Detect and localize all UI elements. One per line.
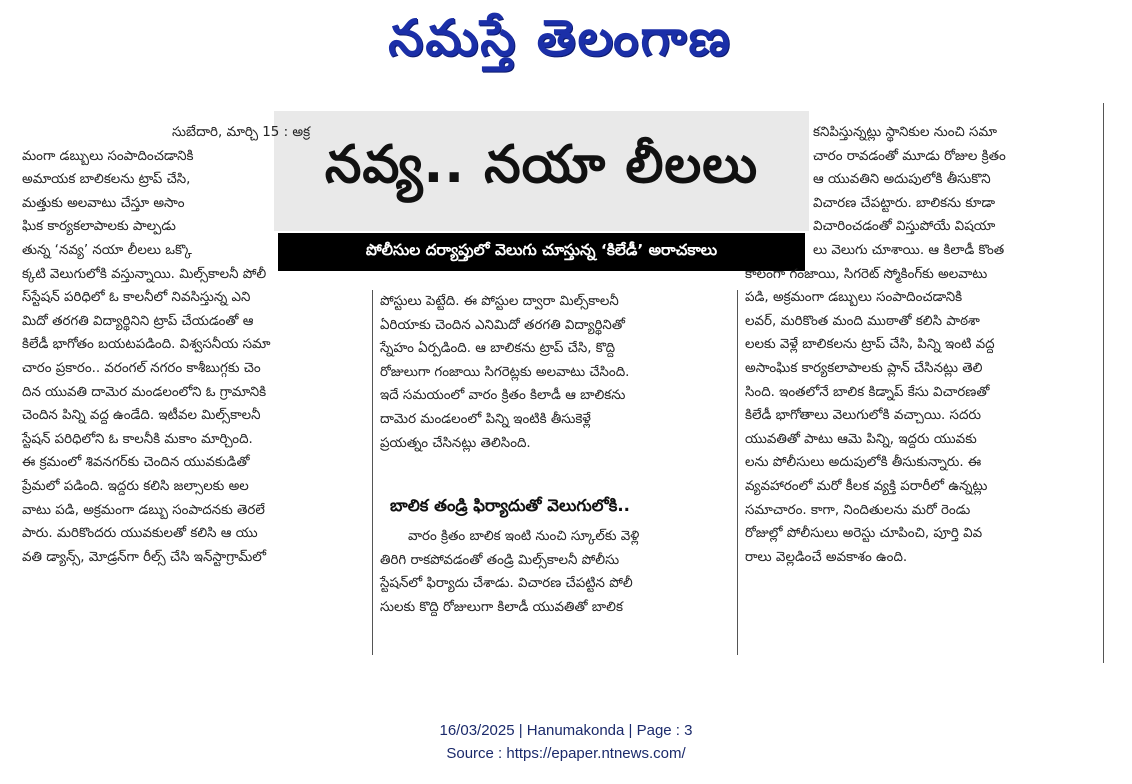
article-line: లు వెలుగు చూశాయి. ఆ కిలాడీ కొంత [813,242,1005,258]
newspaper-masthead: నమస్తే తెలంగాణ [388,9,732,67]
footer-date-edition: 16/03/2025 | Hanumakonda | Page : 3 [439,722,693,739]
page-edge-divider [1103,103,1104,663]
article-column-1 [22,121,362,569]
article-line: అసాంఘిక కార్యకలాపాలకు ప్లాన్ చేసినట్లు తెలి [745,360,983,376]
article-line: ప్రయత్నం చేసినట్లు తెలిసింది. [380,435,531,451]
article-line: లలకు వెళ్లే బాలికలను ట్రాప్ చేసి, పిన్ని ఇంటి వద్ద [745,337,995,353]
article-line: కిలేడీ భాగోతం బయటపడింది. విశ్వసనీయ సమా [22,337,271,353]
article-line: కనిపిస్తున్నట్లు స్థానికుల నుంచి సమా [813,125,997,140]
article-line: స్‌స్టేషన్ పరిధిలో ఓ కాలనీలో నివసిస్తున్న ఎని [22,290,251,306]
column-divider [372,290,373,655]
article-line: రాలు వెల్లడించే అవకాశం ఉంది. [745,549,908,565]
article-line: లను పోలీసులు అదుపులోకి తీసుకున్నారు. ఈ [745,455,982,471]
article-column-2 [380,290,720,620]
article-line: సింది. ఇంతలోనే బాలిక కిడ్నాప్ కేసు విచారణతో [745,384,990,400]
article-line: మంగా డబ్బులు సంపాదించడానికి [22,148,194,164]
article-line: దిన యువతి దామెర మండలంలోని ఓ గ్రామానికి [22,384,267,400]
article-line: వారం క్రితం బాలిక ఇంటి నుంచి స్కూల్‌కు వెళ్లి [408,529,640,545]
article-line: తున్న ‘నవ్య’ నయా లీలలు ఒక్కొ [22,242,192,258]
article-line: సులకు కొద్ది రోజులుగా కిలాడీ యువతితో బాలిక [380,599,623,615]
crosshead: బాలిక తండ్రి ఫిర్యాదుతో వెలుగులోకి.. [390,496,630,515]
article-line: స్టేషన్ పరిధిలోని ఓ కాలనీకి మకాం మార్చింది. [22,431,253,447]
article-line: పడి, అక్రమంగా డబ్బులు సంపాదించడానికి [745,290,963,306]
article-line: స్టేషన్‌లో ఫిర్యాదు చేశాడు. విచారణ చేపట్టిన పోలీ [380,576,633,592]
article-line: రోజుల్లో పోలీసులు అరెస్టు చూపించి, పూర్తి వివ [745,526,983,542]
article-line: విచారణ చేపట్టారు. బాలికను కూడా [813,195,996,211]
article-line: చారం ప్రకారం.. వరంగల్ నగరం కాశీబుగ్గకు చెం [22,360,261,376]
article-line: వతి డ్యాన్స్, మోడ్రన్‌గా రీల్స్ చేసి ఇన్‌స్టాగ్రామ్‌లో [22,549,267,565]
article-line: క్కటి వెలుగులోకి వస్తున్నాయి. మిల్స్‌కాలనీ పోలీ [22,266,267,282]
article-line: అమాయక బాలికలను ట్రాప్ చేసి, [22,172,191,188]
article-line: మత్తుకు అలవాటు చేస్తూ అసాం [22,195,185,211]
article-line: విచారించడంతో విస్తుపోయే విషయా [813,219,996,235]
article-line: చారం రావడంతో మూడు రోజుల క్రితం [813,148,1006,164]
headline: నవ్య.. నయా లీలలు [324,134,759,195]
article-line: పోస్టులు పెట్టేది. ఈ పోస్టుల ద్వారా మిల్స్‌కాలనీ [380,294,619,309]
article-line: ఆ యువతిని అదుపులోకి తీసుకొని [813,172,991,188]
article-line: సమాచారం. కాగా, నిందితులను మరో రెండు [745,502,971,518]
article-line: మిదో తరగతి విద్యార్థినిని ట్రాప్ చేయడంతో ఆ [22,313,254,329]
article-line: చెందిన పిన్ని వద్ద ఉండేది. ఇటీవల మిల్స్‌కాలనీ [22,408,261,424]
article-line: కాలంగా గంజాయి, సిగరెట్ స్మోకింగ్‌కు అలవాటు [745,266,988,282]
article-line: పారు. మరికొందరు యువకులతో కలిసి ఆ యు [22,526,258,542]
article-line: రోజులుగా గంజాయి సిగరెట్లకు అలవాటు చేసింది. [380,364,630,380]
article-line: స్నేహం ఏర్పడింది. ఆ బాలికను ట్రాప్ చేసి, కొద్ది [380,341,616,357]
article-line: ఘిక కార్యకలాపాలకు పాల్పడు [22,219,176,235]
article-line: ఏరియాకు చెందిన ఎనిమిదో తరగతి విద్యార్థినితో [380,317,625,333]
footer-source-link[interactable]: Source : https://epaper.ntnews.com/ [446,745,686,762]
article-line: తిరిగి రాకపోవడంతో తండ్రి మిల్స్‌కాలనీ పోలీసు [380,552,620,568]
article-line: వాటు పడి, అక్రమంగా డబ్బు సంపాదనకు తెరలే [22,502,265,518]
subheadline: పోలీసుల దర్యాప్తులో వెలుగు చూస్తున్న ‘కిలేడీ’ అరాచకాలు [365,241,718,259]
article-column-3 [745,121,1085,569]
article-line: యువతితో పాటు ఆమె పిన్ని, ఇద్దరు యువకు [745,431,977,447]
article-line: దామెర మండలంలో పిన్ని ఇంటికి తీసుకెళ్లే [380,411,591,427]
column-divider [737,290,738,655]
article-line: సుబేదారి, మార్చి 15 : అక్ర [172,125,311,140]
article-line: ప్రేమలో పడింది. ఇద్దరు కలిసి జల్సాలకు అల [22,478,249,494]
article-line: ఇదే సమయంలో వారం క్రితం కిలాడీ ఆ బాలికను [380,388,626,404]
article-line: కిలేడీ భాగోతాలు వెలుగులోకి వచ్చాయి. సదరు [745,408,981,424]
article-line: వ్యవహారంలో మరో కీలక వ్యక్తి పరారీలో ఉన్నట్లు [745,478,988,494]
article-line: ఈ క్రమంలో శివనగర్‌కు చెందిన యువకుడితో [22,455,250,471]
article-line: లవర్, మరికొంత మంది ముఠాతో కలిసి పాఠశా [745,313,980,329]
